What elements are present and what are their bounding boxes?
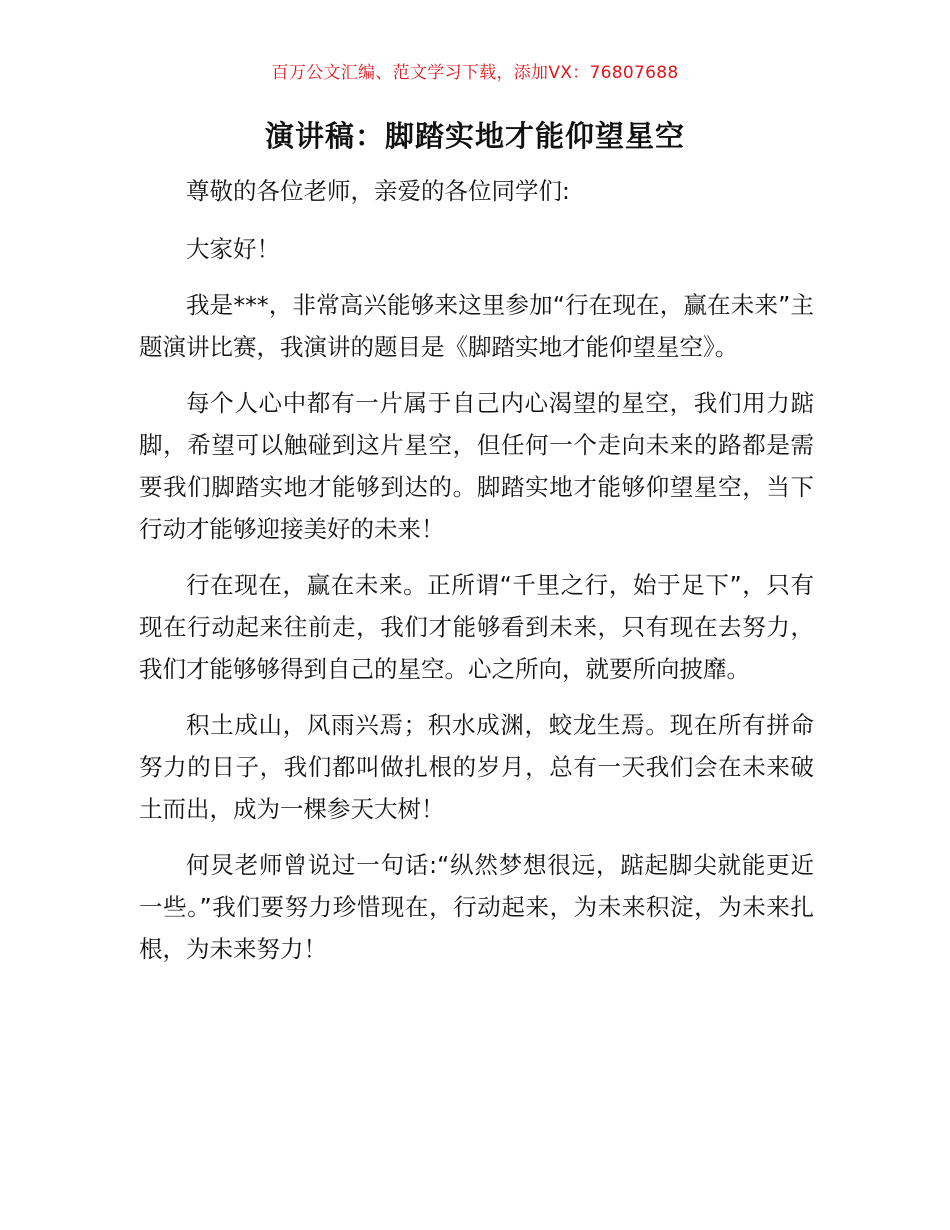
watermark-header: 百万公文汇编、范文学习下载，添加VX：76807688 <box>271 63 679 83</box>
paragraph-body-4: 何炅老师曾说过一句话:“纵然梦想很远，踮起脚尖就能更近一些。”我们要努力珍惜现在，行动起来，为未来积淀，为未来扎根，为未来努力！ <box>139 851 814 963</box>
document-body <box>139 170 814 984</box>
paragraph-salutation: 尊敬的各位老师，亲爱的各位同学们: <box>186 177 570 205</box>
paragraph-body-3: 积土成山，风雨兴焉；积水成渊，蛟龙生焉。现在所有拼命努力的日子，我们都叫做扎根的岁月，总有一天我们会在未来破土而出，成为一棵参天大树！ <box>139 711 814 823</box>
paragraph-introduction: 我是***，非常高兴能够来这里参加“行在现在，赢在未来”主题演讲比赛，我演讲的题目是《脚踏实地才能仰望星空》。 <box>139 291 814 361</box>
paragraph-body-1: 每个人心中都有一片属于自己内心渴望的星空，我们用力踮脚，希望可以触碰到这片星空，但任何一个走向未来的路都是需要我们脚踏实地才能够到达的。脚踏实地才能够仰望星空，当下行动才能够迎接美好的未来！ <box>139 389 814 543</box>
document-title: 演讲稿：脚踏实地才能仰望星空 <box>264 119 685 153</box>
paragraph-greeting: 大家好！ <box>186 235 280 263</box>
paragraph-body-2: 行在现在，赢在未来。正所谓“千里之行，始于足下”，只有现在行动起来往前走，我们才能够看到未来，只有现在去努力，我们才能够够得到自己的星空。心之所向，就要所向披靡。 <box>139 571 814 683</box>
